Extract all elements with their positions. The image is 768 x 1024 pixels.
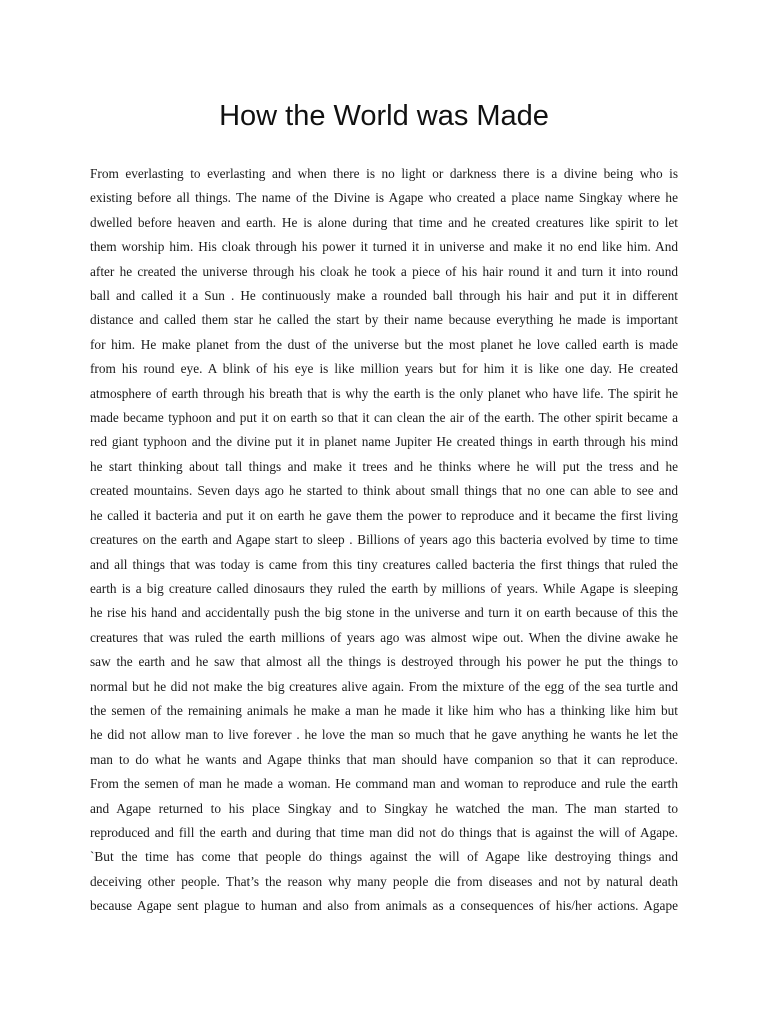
paragraph-line: reproduced and fill the earth and during that time man did not do things that is against the will of Agape. bbox=[90, 824, 678, 840]
paragraph-line: he called it bacteria and put it on earth he gave them the power to reproduce and it became the first living bbox=[90, 507, 678, 523]
paragraph-line: distance and called them star he called the start by their name because everything he made is important bbox=[90, 312, 678, 328]
paragraph-line: deceiving other people. That’s the reason why many people die from diseases and not by natural death bbox=[90, 873, 678, 889]
paragraph-line: he rise his hand and accidentally push the big stone in the universe and turn it on earth because of this the bbox=[90, 605, 678, 621]
paragraph-line: man to do what he wants and Agape thinks that man should have companion so that it can reproduce. bbox=[90, 751, 678, 767]
paragraph-line: red giant typhoon and the divine put it in planet name Jupiter He created things in earth through his mind bbox=[90, 434, 678, 450]
paragraph-line: he did not allow man to live forever . he love the man so much that he gave anything he wants he let the bbox=[90, 727, 678, 743]
body-paragraph bbox=[90, 162, 678, 919]
paragraph-line: and Agape returned to his place Singkay and to Singkay he watched the man. The man started to bbox=[90, 800, 678, 816]
paragraph-line: normal but he did not make the big creatures alive again. From the mixture of the egg of the sea turtle and bbox=[90, 678, 678, 694]
paragraph-line: atmosphere of earth through his breath that is why the earth is the only planet who have life. The spirit he bbox=[90, 385, 678, 401]
paragraph-line: creatures on the earth and Agape start to sleep . Billions of years ago this bacteria evolved by time to time bbox=[90, 532, 678, 548]
paragraph-line: created mountains. Seven days ago he started to think about small things that no one can able to see and bbox=[90, 483, 678, 499]
paragraph-line: and all things that was today is came from this tiny creatures called bacteria the first things that ruled the bbox=[90, 556, 678, 572]
paragraph-line: from his round eye. A blink of his eye is like million years but for him it is like one day. He created bbox=[90, 361, 678, 377]
paragraph-line: he start thinking about tall things and make it trees and he thinks where he will put the tress and he bbox=[90, 458, 678, 474]
paragraph-line: `But the time has come that people do things against the will of Agape like destroying things and bbox=[90, 849, 678, 865]
paragraph-line: dwelled before heaven and earth. He is alone during that time and he created creatures like spirit to let bbox=[90, 214, 678, 230]
paragraph-line: them worship him. His cloak through his power it turned it in universe and make it no end like him. And bbox=[90, 239, 678, 255]
paragraph-line: ball and called it a Sun . He continuously make a rounded ball through his hair and put it in different bbox=[90, 288, 678, 304]
paragraph-line: From the semen of man he made a woman. He command man and woman to reproduce and rule the earth bbox=[90, 776, 678, 792]
paragraph-line: saw the earth and he saw that almost all the things is destroyed through his power he put the things to bbox=[90, 654, 678, 670]
paragraph-line: for him. He make planet from the dust of the universe but the most planet he love called earth is made bbox=[90, 336, 678, 352]
page-title: How the World was Made bbox=[219, 100, 549, 132]
paragraph-line: creatures that was ruled the earth millions of years ago was almost wipe out. When the divine awake he bbox=[90, 629, 678, 645]
paragraph-line: because Agape sent plague to human and also from animals as a consequences of his/her actions. Agape bbox=[90, 898, 678, 914]
paragraph-line: the semen of the remaining animals he make a man he made it like him who has a thinking like him but bbox=[90, 702, 678, 718]
paragraph-line: earth is a big creature called dinosaurs they ruled the earth by millions of years. While Agape is sleeping bbox=[90, 580, 678, 596]
paragraph-line: existing before all things. The name of the Divine is Agape who created a place name Singkay where he bbox=[90, 190, 678, 206]
paragraph-line: From everlasting to everlasting and when there is no light or darkness there is a divine being who is bbox=[90, 166, 678, 181]
paragraph-line: after he created the universe through his cloak he took a piece of his hair round it and turn it into round bbox=[90, 263, 678, 279]
paragraph-line: made became typhoon and put it on earth so that it can clean the air of the earth. The other spirit became a bbox=[90, 410, 678, 426]
